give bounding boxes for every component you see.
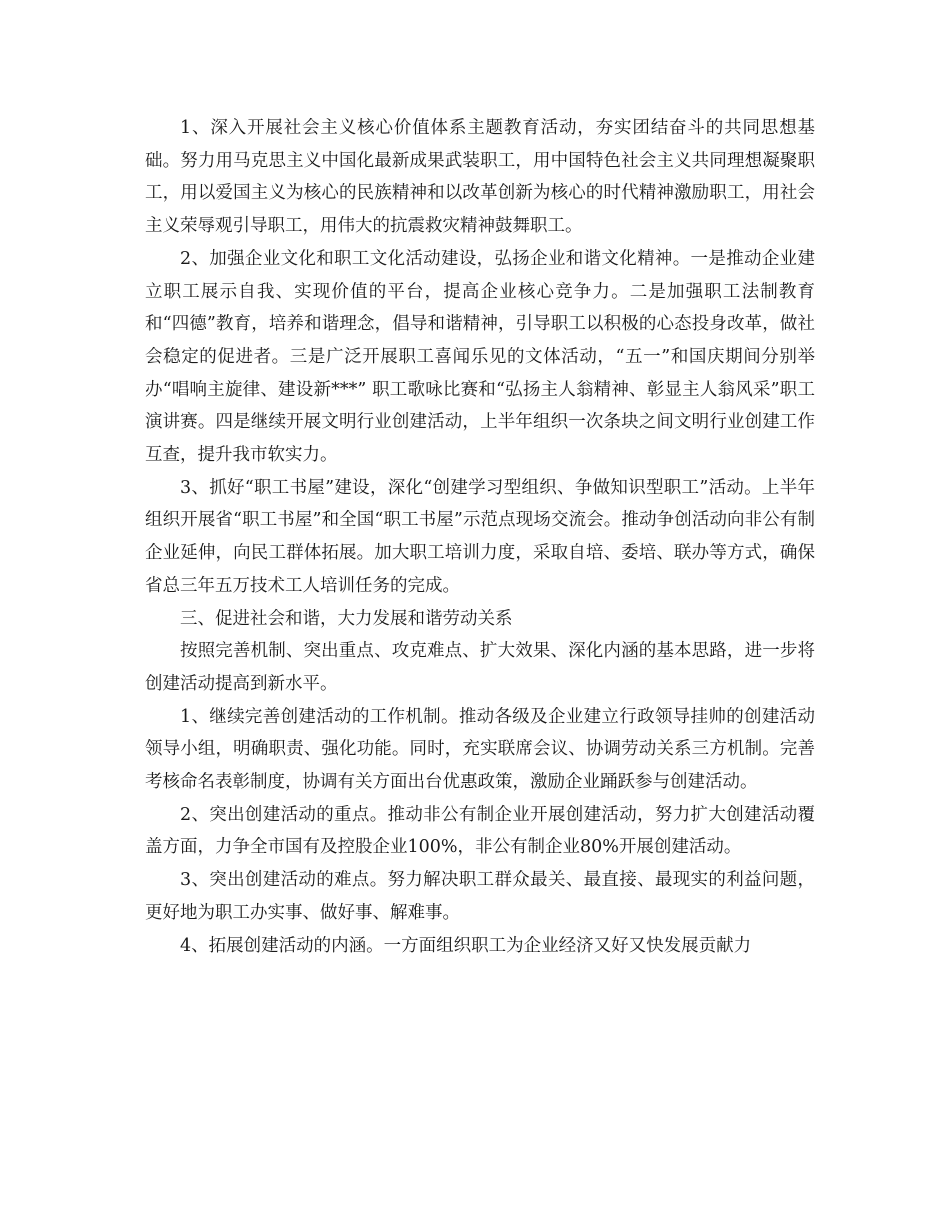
paragraph-difficult-points: 3、突出创建活动的难点。努力解决职工群众最关、最直接、最现实的利益问题，更好地为职工办实事、做好事、解难事。 xyxy=(145,870,815,923)
document-body xyxy=(145,112,815,962)
paragraph-corporate-culture: 2、加强企业文化和职工文化活动建设，弘扬企业和谐文化精神。一是推动企业建立职工展示自我、实现价值的平台，提高企业核心竞争力。二是加强职工法制教育和“四德”教育，培养和谐理念，倡导和谐精神，引导职工以积极的心态投身改革，做社会稳定的促进者。三是广泛开展职工喜闻乐见的文体活动，“五一”和国庆期间分别举办“唱响主旋律、建设新***” 职工歌咏比赛和“弘扬主人翁精神、彰显主人翁风采”职工演讲赛。四是继续开展文明行业创建活动，上半年组织一次条块之间文明行业创建工作互查，提升我市软实力。 xyxy=(145,248,815,466)
paragraph-values-education: 1、深入开展社会主义核心价值体系主题教育活动，夯实团结奋斗的共同思想基础。努力用马克思主义中国化最新成果武装职工，用中国特色社会主义共同理想凝聚职工，用以爱国主义为核心的民族精神和以改革创新为核心的时代精神激励职工，用社会主义荣辱观引导职工，用伟大的抗震救灾精神鼓舞职工。 xyxy=(145,118,815,237)
paragraph-workers-library: 3、抓好“职工书屋”建设，深化“创建学习型组织、争做知识型职工”活动。上半年组织开展省“职工书屋”和全国“职工书屋”示范点现场交流会。推动争创活动向非公有制企业延伸，向民工群体拓展。加大职工培训力度，采取自培、委培、联办等方式，确保省总三年五万技术工人培训任务的完成。 xyxy=(145,477,815,596)
paragraph-work-mechanism: 1、继续完善创建活动的工作机制。推动各级及企业建立行政领导挂帅的创建活动领导小组，明确职责、强化功能。同时，充实联席会议、协调劳动关系三方机制。完善考核命名表彰制度，协调有关方面出台优惠政策，激励企业踊跃参与创建活动。 xyxy=(145,706,815,793)
paragraph-basic-approach: 按照完善机制、突出重点、攻克难点、扩大效果、深化内涵的基本思路，进一步将创建活动提高到新水平。 xyxy=(145,641,815,694)
paragraph-expand-connotation: 4、拓展创建活动的内涵。一方面组织职工为企业经济又好又快发展贡献力 xyxy=(180,935,752,956)
section-heading-labor-relations: 三、促进社会和谐，大力发展和谐劳动关系 xyxy=(180,608,513,629)
paragraph-key-points: 2、突出创建活动的重点。推动非公有制企业开展创建活动，努力扩大创建活动覆盖方面，力争全市国有及控股企业100%，非公有制企业80%开展创建活动。 xyxy=(145,804,815,858)
